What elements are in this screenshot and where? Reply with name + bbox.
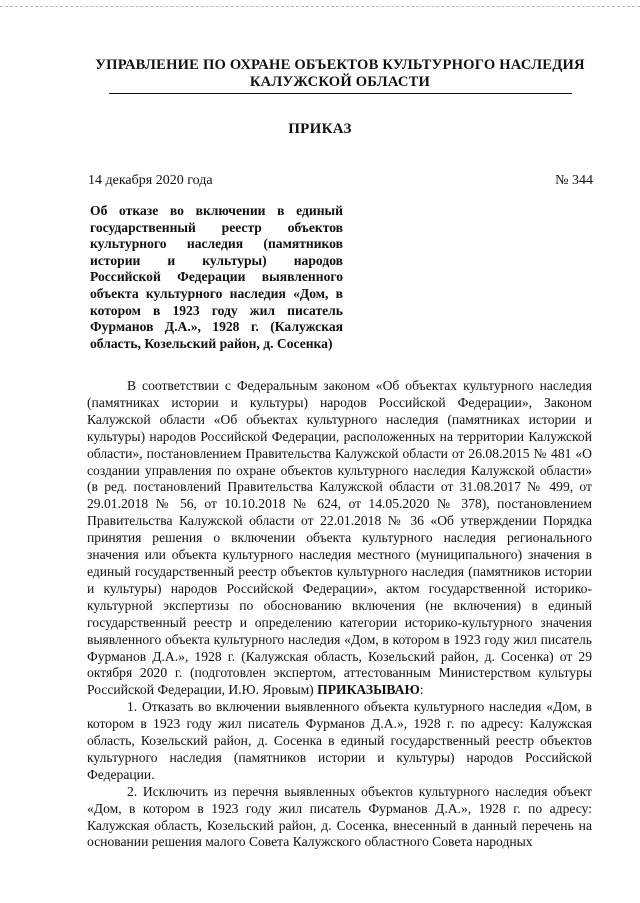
document-subject: Об отказе во включении в единый государственный реестр объектов культурного наследия (памятников истории и культуры) народов Российской Федерации выявленного объекта культурного наследия «Дом, в котором в 1923 году жил писатель Фурманов Д.А.», 1928 г. (Калужская область, Козельский район, д. Сосенка) — [90, 203, 343, 351]
document-body — [87, 378, 592, 851]
preamble-paragraph — [87, 378, 592, 699]
document-date: 14 декабря 2020 года — [88, 173, 213, 188]
scan-top-edge — [0, 6, 640, 7]
document-type: ПРИКАЗ — [288, 121, 352, 137]
order-word: ПРИКАЗЫВАЮ — [317, 682, 420, 698]
order-item-1: 1. Отказать во включении выявленного объекта культурного наследия «Дом, в котором в 1923 году жил писатель Фурманов Д.А.», 1928 г. по адресу: Калужская область, Козельский район, д. Сосенка в единый государственный реестр объектов культурного наследия (памятников истории и культуры) народов Российской Федерации. — [87, 699, 592, 782]
header-underline — [109, 93, 572, 94]
order-colon: : — [419, 682, 424, 698]
preamble-text: В соответствии с Федеральным законом «Об объектах культурного наследия (памятниках истории и культуры) народов Российской Федерации», Законом Калужской области «Об объектах культурного наследия (памятниках истории и культуры) народов Российской Федерации, расположенных на территории Калужской области», постановлением Правительства Калужской области от 26.08.2015 № 481 «О создании управления по охране объектов культурного наследия Калужской области» (в ред. постановлений Правительства Калужской области от 31.08.2017 № 499, от 29.01.2018 № 56, от 10.10.2018 № 624, от 14.05.2020 № 378), постановлением Правительства Калужской области от 22.01.2018 № 36 «Об утверждении Порядка принятия решения о включении объекта культурного наследия регионального значения или объекта культурного наследия местного (муниципального) значения в единый государственный реестр объектов культурного наследия (памятников истории и культуры) народов Российской Федерации», актом государственной историко-культурной экспертизы по обоснованию включения (не включения) в единый государственный реестр и определению категории историко-культурного значения выявленного объекта культурного наследия «Дом, в котором в 1923 году жил писатель Фурманов Д.А.», 1928 г. (Калужская область, Козельский район, д. Сосенка) от 29 октября 2020 г. (подготовлен экспертом, аттестованным Министерством культуры Российской Федерации, И.Ю. Яровым) — [87, 378, 592, 698]
authority-name-line2: КАЛУЖСКОЙ ОБЛАСТИ — [249, 74, 431, 90]
document-number: № 344 — [555, 173, 593, 188]
order-item-2: 2. Исключить из перечня выявленных объектов культурного наследия объект «Дом, в котором в 1923 году жил писатель Фурманов Д.А.», 1928 г. по адресу: Калужская область, Козельский район, д. Сосенка, внесенный в данный перечень на основании решения малого Совета Калужского областного Совета народных — [87, 783, 592, 850]
authority-name-line1: УПРАВЛЕНИЕ ПО ОХРАНЕ ОБЪЕКТОВ КУЛЬТУРНОГО НАСЛЕДИЯ — [95, 57, 585, 73]
